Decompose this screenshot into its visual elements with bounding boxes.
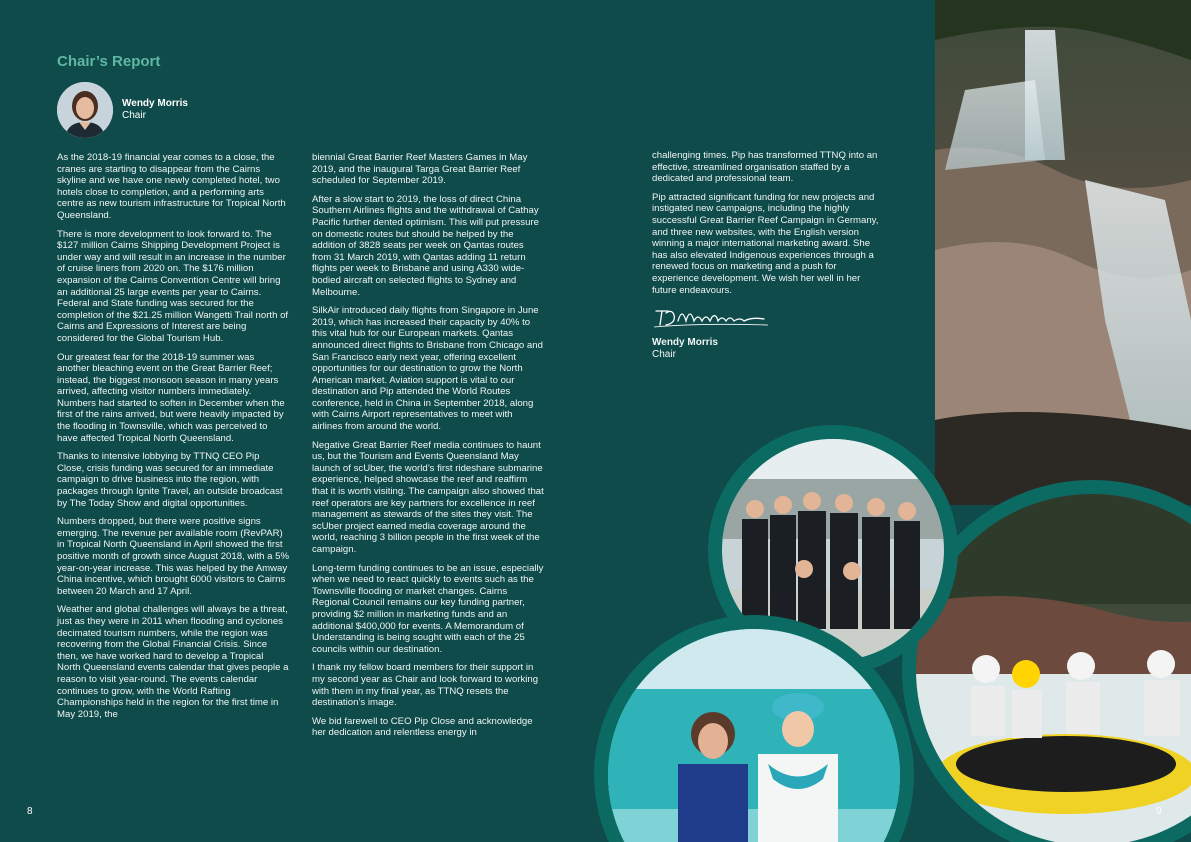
text-column-1: [57, 152, 289, 727]
paragraph: Negative Great Barrier Reef media continues to haunt us, but the Tourism and Events Queensland May launch of scUber, the world’s first rideshare submarine experience, helped showcase the reef and reaffirm that it is worth visiting. The campaign also showed that reef operators are key partners for excellence in reef management as stewards of the sites they visit. The scUber project earned media coverage around the world, reaching 3 billion people in the first week of the campaign.: [312, 439, 544, 555]
author-role: Chair: [122, 110, 146, 121]
paragraph: SilkAir introduced daily flights from Singapore in June 2019, which has increased their capacity by 40% to this vital hub for our European markets. Qantas announced direct flights to Brisbane from Chicago and San Francisco early next year, offering excellent opportunities for our destination to grow the North American market. Aviation support is vital to our destination and Pip attended the World Routes conference, held in China in September 2018, along with Cairns Airport representatives to meet with airlines from around the world.: [312, 305, 543, 433]
paragraph: As the 2018-19 financial year comes to a close, the cranes are starting to disappear from the Cairns skyline and we have one newly completed hotel, two hotels close to completion, and a performing arts centre as new tourism infrastructure for Tropical North Queensland.: [57, 152, 286, 221]
paragraph: After a slow start to 2019, the loss of direct China Southern Airlines flights and the withdrawal of Cathay Pacific further dented optimism. This will put pressure on domestic routes but should be helped by the addition of 3828 seats per week on Qantas routes from 31 March 2019, with Qantas adding 11 return flights per week to Brisbane and using A330 wide-bodied aircraft on selected flights to Sydney and Melbourne.: [312, 193, 539, 298]
paragraph: Thanks to intensive lobbying by TTNQ CEO Pip Close, crisis funding was secured for an immediate campaign to drive business into the region, with packages through Ignite Travel, an outside broadcast by The Today Show and digital opportunities.: [57, 451, 283, 509]
handwritten-signature: [652, 303, 882, 331]
paragraph: Long-term funding continues to be an issue, especially when we need to react quickly to events such as the Townsville flooding or market changes. Cairns Regional Council remains our key funding partner, providing $2 million in marketing funds and an additional $400,000 for events. A Memorandum of Understanding is being sought with each of the 25 councils within our destination.: [312, 562, 544, 655]
paragraph: biennial Great Barrier Reef Masters Games in May 2019, and the inaugural Targa Great Barrier Reef scheduled for September 2019.: [312, 152, 528, 187]
page-number-right: 9: [1156, 806, 1162, 817]
paragraph: Numbers dropped, but there were positive signs emerging. The revenue per available room (RevPAR) in Tropical North Queensland in April showed the first positive month of growth since August 2018, with a 5% year-on-year increase. This was helped by the Amway China incentive, which brought 6000 visitors to Cairns between 20 March and 17 April.: [57, 516, 289, 597]
signoff-role: Chair: [652, 348, 676, 360]
text-column-2: [312, 152, 544, 746]
author-portrait-photo: [57, 82, 113, 138]
report-title: Chair’s Report: [57, 53, 161, 70]
paragraph: challenging times. Pip has transformed TTNQ into an effective, streamlined organisation staffed by a dedicated and professional team.: [652, 150, 878, 185]
paragraph: Pip attracted significant funding for new projects and instigated new campaigns, including the highly successful Great Barrier Reef Campaign in Germany, and three new websites, with the English version winning a major international marketing award. She has also elevated Indigenous experiences through a renewed focus on marketing and a push for experience development. We wish her well in her future endeavours.: [652, 191, 879, 296]
reef-boat-photo: [608, 629, 900, 842]
paragraph: I thank my fellow board members for their support in my second year as Chair and look forward to working with them in my final year, as TTNQ resets the destination’s image.: [312, 662, 539, 709]
text-column-3: [652, 150, 882, 360]
paragraph: Our greatest fear for the 2018-19 summer was another bleaching event on the Great Barrier Reef; instead, the biggest monsoon season in many years arrived, affecting visitor numbers immediately. Numbers had started to soften in December when the first of the rains arrived, but were heavily impacted by the flooding in Townsville, which was perceived to have affected Tropical North Queensland.: [57, 351, 285, 444]
paragraph: Weather and global challenges will always be a threat, just as they were in 2011 when flooding and cyclones decimated tourism numbers, while the region was recovering from the Global Financial Crisis. Since then, we have worked hard to develop a Tropical North Queensland events calendar that gives people a reason to visit year-round. The events calendar continues to grow, with the World Rafting Championships held in the region for the first time in May 2019, the: [57, 604, 289, 720]
paragraph: There is more development to look forward to. The $127 million Cairns Shipping Development Project is under way and will result in an increase in the number of cruise liners from 2020 on. The $176 million expansion of the Cairns Convention Centre will bring an additional 25 large events per year to Cairns. Federal and State funding was secured for the completion of the $21.25 million Wangetti Trail north of Cairns and Expressions of Interest are being considered for the Global Tourism Hub.: [57, 228, 289, 344]
waterfall-photo: [935, 0, 1191, 505]
paragraph: We bid farewell to CEO Pip Close and acknowledge her dedication and relentless energy in: [312, 715, 533, 739]
page-number-left: 8: [27, 806, 33, 817]
author-name: Wendy Morris: [122, 98, 188, 109]
signoff-name: Wendy Morris: [652, 337, 718, 349]
